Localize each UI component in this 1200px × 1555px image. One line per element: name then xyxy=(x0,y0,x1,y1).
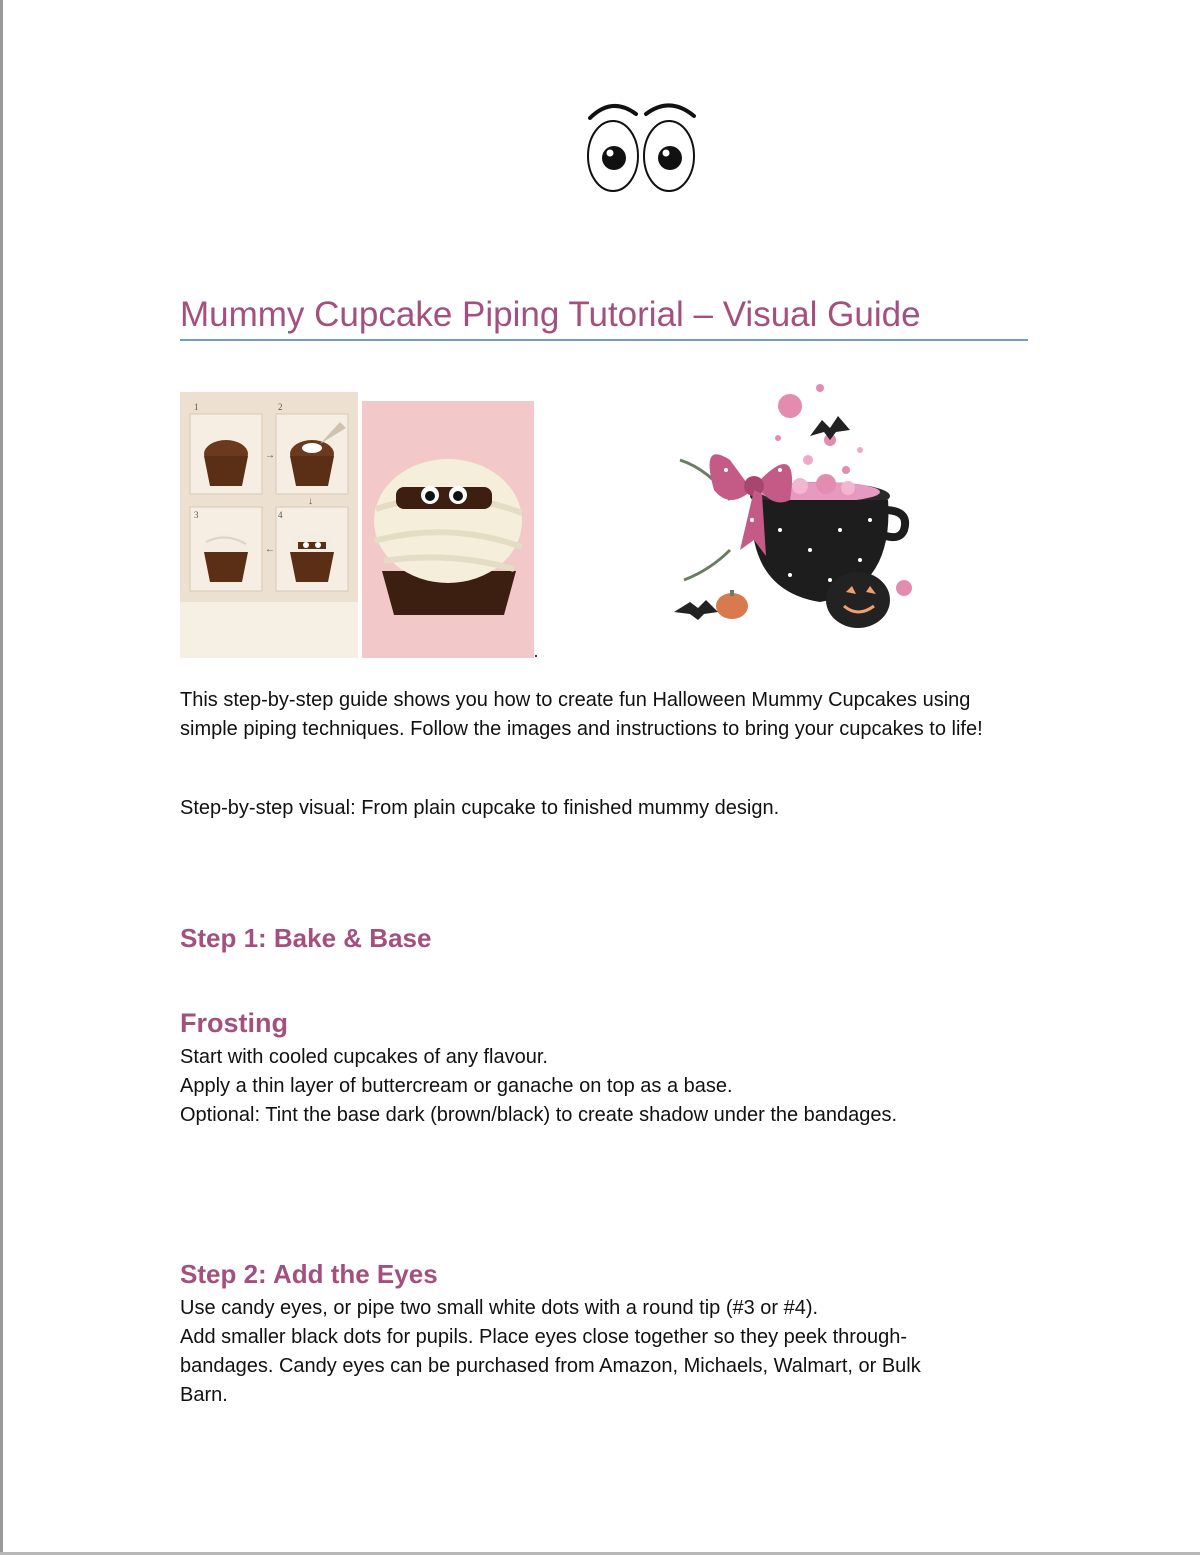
eyes-line: bandages. Candy eyes can be purchased from Amazon, Michaels, Walmart, or Bulk xyxy=(180,1355,921,1377)
svg-text:→: → xyxy=(265,450,275,461)
frosting-heading: Frosting xyxy=(180,1008,288,1038)
frosting-line: Start with cooled cupcakes of any flavour. xyxy=(180,1046,548,1068)
cauldron-illustration xyxy=(670,380,932,632)
eyes-line: Add smaller black dots for pupils. Place eyes close together so they peek through- xyxy=(180,1326,908,1348)
svg-text:↓: ↓ xyxy=(308,496,313,507)
step1-heading: Step 1: Bake & Base xyxy=(180,923,432,953)
cartoon-eyes-icon xyxy=(584,98,700,194)
image-caption: Step-by-step visual: From plain cupcake to finished mummy design. xyxy=(180,797,780,819)
mummy-cupcake-photo xyxy=(362,401,534,658)
eyes-line: Use candy eyes, or pipe two small white dots with a round tip (#3 or #4). xyxy=(180,1297,819,1319)
step-number-3: 3 xyxy=(194,510,199,520)
eyes-instructions xyxy=(180,1294,1020,1410)
frosting-line: Apply a thin layer of buttercream or ganache on top as a base. xyxy=(180,1075,733,1097)
step-number-2: 2 xyxy=(278,402,283,412)
step2-heading: Step 2: Add the Eyes xyxy=(180,1259,438,1289)
steps-illustration xyxy=(180,392,358,658)
step-number-4: 4 xyxy=(278,510,283,520)
svg-text:←: ← xyxy=(265,544,275,555)
intro-paragraph: This step-by-step guide shows you how to create fun Halloween Mummy Cupcakes using simple piping techniques. Follow the images and instructions to bring your cupcakes to life! xyxy=(180,689,983,740)
page-edge xyxy=(0,0,3,1555)
frosting-instructions xyxy=(180,1043,1020,1130)
step-number-1: 1 xyxy=(194,402,199,412)
eyes-line: Barn. xyxy=(180,1384,228,1406)
frosting-line: Optional: Tint the base dark (brown/black) to create shadow under the bandages. xyxy=(180,1104,898,1126)
page-title: Mummy Cupcake Piping Tutorial – Visual Guide xyxy=(180,293,1028,341)
stray-dot xyxy=(535,655,537,657)
